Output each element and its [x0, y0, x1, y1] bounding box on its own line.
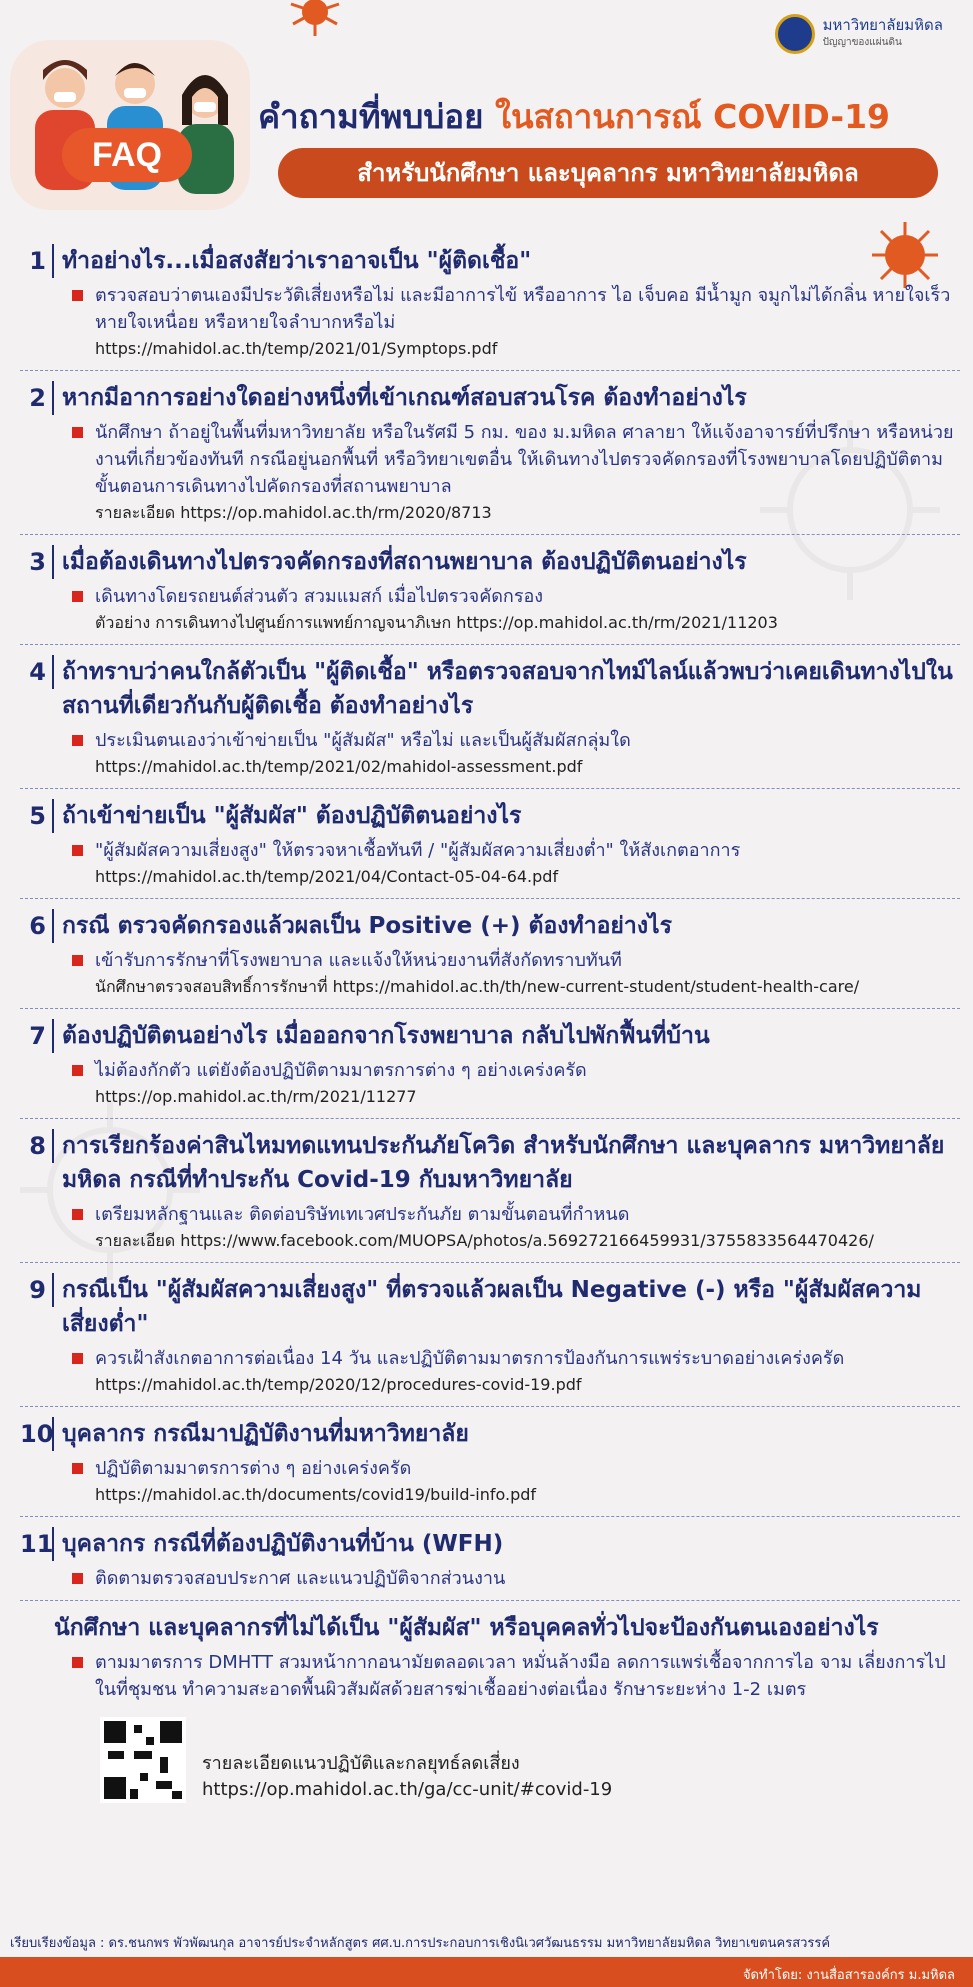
students-illustration — [10, 40, 250, 210]
faq-answer: ตรวจสอบว่าตนเองมีประวัติเสี่ยงหรือไม่ และมีอาการไข้ หรืออาการ ไอ เจ็บคอ มีน้ำมูก จมูกไม่ได้กลิ่น หายใจเร็ว หายใจเหนื่อย หรือหายใจลำบากหรือไม่ — [95, 285, 951, 333]
bullet-icon — [72, 1353, 83, 1364]
faq-link[interactable]: https://mahidol.ac.th/documents/covid19/build-info.pdf — [95, 1485, 537, 1504]
faq-question: กรณี ตรวจคัดกรองแล้วผลเป็น Positive (+) ต้องทำอย่างไร — [62, 913, 672, 939]
logo-name: มหาวิทยาลัยมหิดล — [822, 16, 943, 34]
faq-section — [20, 1019, 960, 1119]
virus-icon — [285, 0, 345, 40]
faq-link[interactable]: https://mahidol.ac.th/temp/2020/12/procedures-covid-19.pdf — [95, 1375, 582, 1394]
faq-section — [20, 244, 960, 371]
faq-answer: ควรเฝ้าสังเกตอาการต่อเนื่อง 14 วัน และปฏิบัติตามมาตรการป้องกันการแพร่ระบาดอย่างเคร่งครัด — [95, 1348, 845, 1369]
faq-number: 10 — [20, 1417, 54, 1451]
faq-link[interactable]: https://mahidol.ac.th/temp/2021/04/Contact-05-04-64.pdf — [95, 867, 559, 886]
general-question: นักศึกษา และบุคลากรที่ไม่ได้เป็น "ผู้สัมผัส" หรือบุคคลทั่วไปจะป้องกันตนเองอย่างไร — [54, 1615, 879, 1641]
bullet-icon — [72, 290, 83, 301]
university-logo — [775, 14, 943, 54]
faq-answer: เตรียมหลักฐานและ ติดต่อบริษัทเทเวศประกันภัย ตามขั้นตอนที่กำหนด — [95, 1204, 630, 1225]
faq-section — [20, 381, 960, 535]
faq-answer: ไม่ต้องกักตัว แต่ยังต้องปฏิบัติตามมาตรการต่าง ๆ อย่างเคร่งครัด — [95, 1060, 587, 1081]
faq-question: ถ้าทราบว่าคนใกล้ตัวเป็น "ผู้ติดเชื้อ" หรือตรวจสอบจากไทม์ไลน์แล้วพบว่าเคยเดินทางไปในสถานที่เดียวกันกับผู้ติดเชื้อ ต้องทำอย่างไร — [62, 659, 953, 719]
faq-number: 1 — [20, 244, 54, 278]
faq-section — [20, 1273, 960, 1407]
logo-motto: ปัญญาของแผ่นดิน — [822, 37, 902, 48]
faq-number: 2 — [20, 381, 54, 415]
faq-answer: ประเมินตนเองว่าเข้าข่ายเป็น "ผู้สัมผัส" หรือไม่ และเป็นผู้สัมผัสกลุ่มใด — [95, 730, 631, 751]
bullet-icon — [72, 1573, 83, 1584]
faq-list — [20, 244, 960, 1821]
faq-answer: ติดตามตรวจสอบประกาศ และแนวปฏิบัติจากส่วนงาน — [95, 1568, 506, 1589]
faq-answer: เดินทางโดยรถยนต์ส่วนตัว สวมแมสก์ เมื่อไปตรวจคัดกรอง — [95, 586, 544, 607]
faq-question: ต้องปฏิบัติตนอย่างไร เมื่อออกจากโรงพยาบาล กลับไปพักฟื้นที่บ้าน — [62, 1023, 710, 1049]
faq-question: บุคลากร กรณีมาปฏิบัติงานที่มหาวิทยาลัย — [62, 1421, 469, 1447]
bullet-icon — [72, 1209, 83, 1220]
university-seal-icon — [775, 14, 815, 54]
faq-number: 7 — [20, 1019, 54, 1053]
bullet-icon — [72, 1657, 83, 1668]
faq-answer: ปฏิบัติตามมาตรการต่าง ๆ อย่างเคร่งครัด — [95, 1458, 412, 1479]
faq-number: 5 — [20, 799, 54, 833]
faq-link[interactable]: รายละเอียด https://www.facebook.com/MUOPSA/photos/a.569272166459931/3755833564470426/ — [95, 1231, 874, 1250]
faq-number: 9 — [20, 1273, 54, 1307]
faq-number: 3 — [20, 545, 54, 579]
faq-link[interactable]: https://mahidol.ac.th/temp/2021/02/mahidol-assessment.pdf — [95, 757, 583, 776]
faq-answer: เข้ารับการรักษาที่โรงพยาบาล และแจ้งให้หน่วยงานที่สังกัดทราบทันที — [95, 950, 622, 971]
faq-number: 6 — [20, 909, 54, 943]
qr-link[interactable]: https://op.mahidol.ac.th/ga/cc-unit/#covid-19 — [202, 1779, 613, 1800]
page-title: คำถามที่พบบ่อย ในสถานการณ์ COVID-19 — [258, 97, 890, 136]
general-prevention-section — [20, 1611, 960, 1811]
credit-text: เรียบเรียงข้อมูล : ดร.ชนกพร พัวพัฒนกุล อาจารย์ประจำหลักสูตร ศศ.บ.การประกอบการเชิงนิเวศวัฒนธรรม มหาวิทยาลัยมหิดล วิทยาเขตนครสวรรค์ — [10, 1936, 831, 1951]
faq-question: ทำอย่างไร...เมื่อสงสัยว่าเราอาจเป็น "ผู้ติดเชื้อ" — [62, 248, 532, 274]
bullet-icon — [72, 427, 83, 438]
faq-question: หากมีอาการอย่างใดอย่างหนึ่งที่เข้าเกณฑ์สอบสวนโรค ต้องทำอย่างไร — [62, 385, 747, 411]
footer-text: จัดทำโดย: งานสื่อสารองค์กร ม.มหิดล — [742, 1968, 955, 1983]
faq-section — [20, 799, 960, 899]
faq-section — [20, 1129, 960, 1263]
faq-link[interactable]: ตัวอย่าง การเดินทางไปศูนย์การแพทย์กาญจนาภิเษก https://op.mahidol.ac.th/rm/2021/11203 — [95, 613, 778, 632]
faq-answer: นักศึกษา ถ้าอยู่ในพื้นที่มหาวิทยาลัย หรือในรัศมี 5 กม. ของ ม.มหิดล ศาลายา ให้แจ้งอาจารย์ที่ปรึกษา หรือหน่วยงานที่เกี่ยวข้องทันที กรณีอยู่นอกพื้นที่ หรือวิทยาเขตอื่น ให้เดินทางไปตรวจคัดกรองที่โรงพยาบาลโดยปฏิบัติตามขั้นตอนการเดินทางไปคัดกรองที่สถานพยาบาล — [95, 422, 954, 497]
faq-badge: FAQ — [62, 128, 192, 182]
faq-number: 8 — [20, 1129, 54, 1163]
faq-question: การเรียกร้องค่าสินไหมทดแทนประกันภัยโควิด สำหรับนักศึกษา และบุคลากร มหาวิทยาลัยมหิดล กรณีที่ทำประกัน Covid-19 กับมหาวิทยาลัย — [62, 1133, 945, 1193]
qr-block — [100, 1713, 960, 1803]
faq-section — [20, 655, 960, 789]
qr-caption: รายละเอียดแนวปฏิบัติและกลยุทธ์ลดเสี่ยง — [202, 1753, 520, 1774]
faq-link[interactable]: นักศึกษาตรวจสอบสิทธิ์การรักษาที่ https://mahidol.ac.th/th/new-current-student/student-health-care/ — [95, 977, 860, 996]
faq-section — [20, 1417, 960, 1517]
faq-question: ถ้าเข้าข่ายเป็น "ผู้สัมผัส" ต้องปฏิบัติตนอย่างไร — [62, 803, 522, 829]
bullet-icon — [72, 591, 83, 602]
faq-number: 4 — [20, 655, 54, 689]
faq-question: เมื่อต้องเดินทางไปตรวจคัดกรองที่สถานพยาบาล ต้องปฏิบัติตนอย่างไร — [62, 549, 747, 575]
bullet-icon — [72, 955, 83, 966]
faq-section — [20, 545, 960, 645]
faq-question: บุคลากร กรณีที่ต้องปฏิบัติงานที่บ้าน (WFH) — [62, 1531, 504, 1557]
page-subtitle: สำหรับนักศึกษา และบุคลากร มหาวิทยาลัยมหิดล — [278, 148, 938, 198]
faq-answer: "ผู้สัมผัสความเสี่ยงสูง" ให้ตรวจหาเชื้อทันที / "ผู้สัมผัสความเสี่ยงต่ำ" ให้สังเกตอาการ — [95, 840, 741, 861]
faq-section — [20, 1527, 960, 1601]
faq-link[interactable]: https://mahidol.ac.th/temp/2021/01/Symptops.pdf — [95, 339, 498, 358]
faq-link[interactable]: รายละเอียด https://op.mahidol.ac.th/rm/2020/8713 — [95, 503, 492, 522]
faq-link[interactable]: https://op.mahidol.ac.th/rm/2021/11277 — [95, 1087, 417, 1106]
general-answer: ตามมาตรการ DMHTT สวมหน้ากากอนามัยตลอดเวลา หมั่นล้างมือ ลดการแพร่เชื้อจากการไอ จาม เลี่ยงการไปในที่ชุมชน ทำความสะอาดพื้นผิวสัมผัสด้วยสารฆ่าเชื้ออย่างต่อเนื่อง รักษาระยะห่าง 1-2 เมตร — [95, 1652, 946, 1700]
faq-section — [20, 909, 960, 1009]
footer-bar — [0, 1957, 973, 1987]
bullet-icon — [72, 735, 83, 746]
faq-number: 11 — [20, 1527, 54, 1561]
bullet-icon — [72, 1065, 83, 1076]
qr-code[interactable] — [100, 1717, 186, 1803]
bullet-icon — [72, 1463, 83, 1474]
bullet-icon — [72, 845, 83, 856]
faq-question: กรณีเป็น "ผู้สัมผัสความเสี่ยงสูง" ที่ตรวจแล้วผลเป็น Negative (-) หรือ "ผู้สัมผัสความเสี่ยงต่ำ" — [62, 1277, 922, 1337]
